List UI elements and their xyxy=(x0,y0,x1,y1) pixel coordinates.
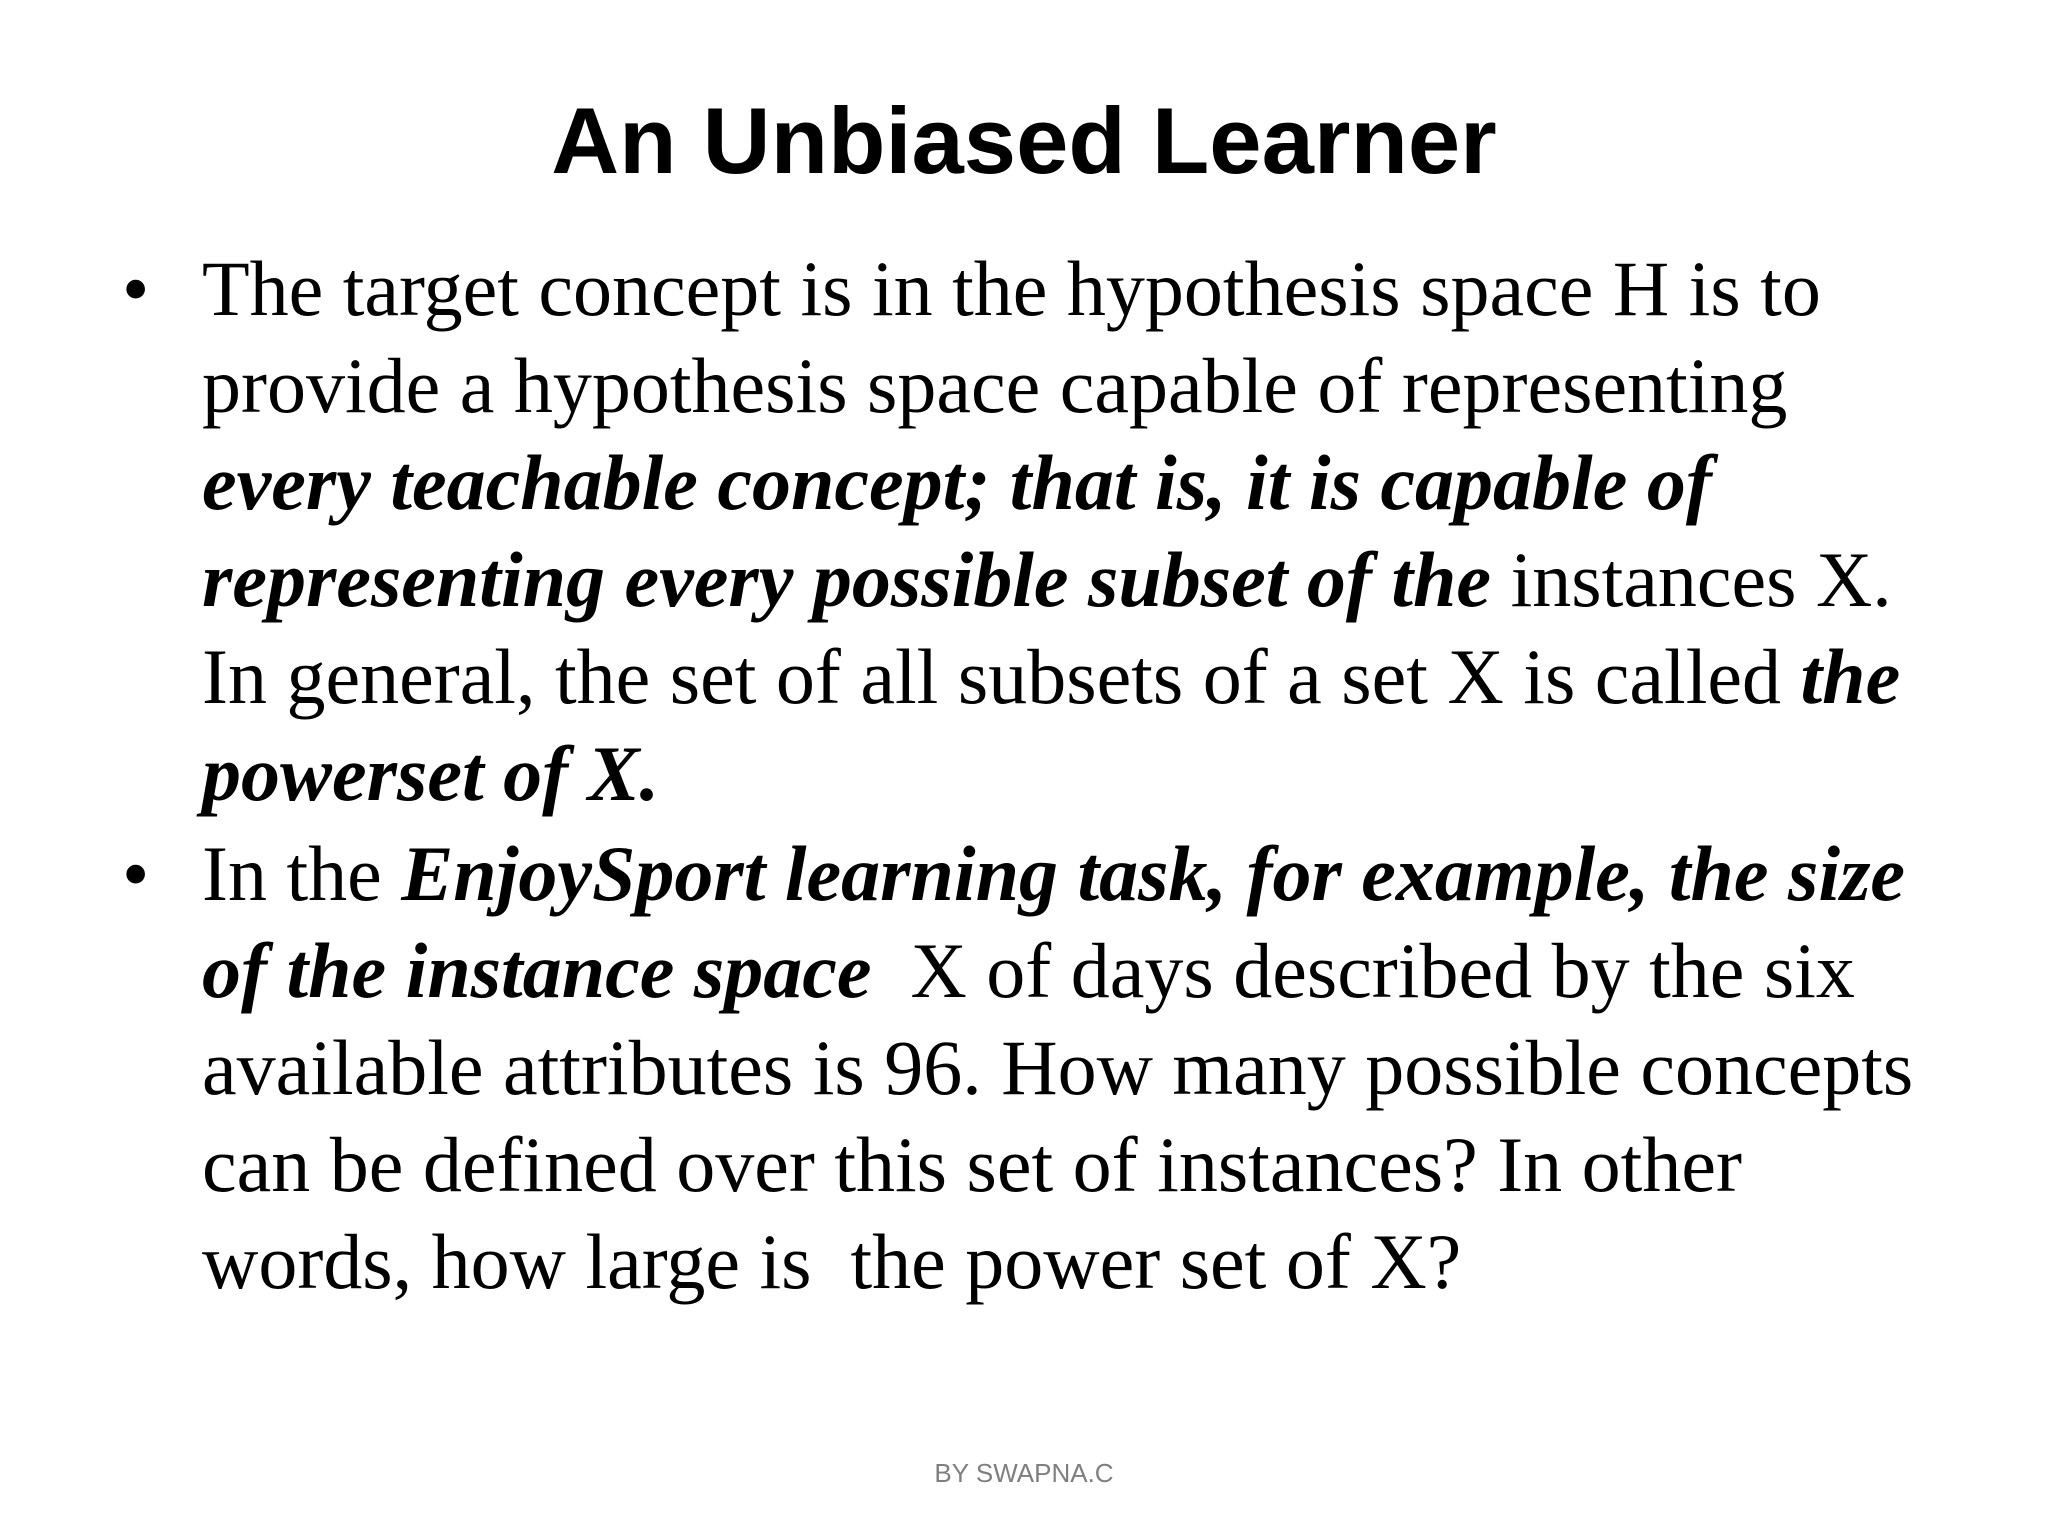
bullet-2-emphasis: EnjoySport learning task, for example, the size of the instance space xyxy=(202,830,1906,1014)
bullet-1-text: The target concept is in the hypothesis space H is to provide a hypothesis space capable of representing xyxy=(202,245,1821,429)
slide-footer: BY SWAPNA.C xyxy=(934,1458,1114,1488)
bullet-list xyxy=(122,240,1962,1313)
bullet-1-text-cont: instances X. In general, the set of all subsets of a set X is called xyxy=(202,536,1892,720)
slide-title: An Unbiased Learner xyxy=(551,88,1497,193)
bullet-icon: • xyxy=(122,245,150,332)
bullet-1-emphasis-end: the powerset of X. xyxy=(202,633,1901,817)
bullet-item-2 xyxy=(122,825,1962,1310)
bullet-2-text-cont: X of days described by the six available attributes is 96. How many possible concepts can be defined over this set of instances? In other words, how large is the power set of X? xyxy=(202,927,1933,1305)
bullet-2-text: In the xyxy=(202,830,402,917)
bullet-1-emphasis: every teachable concept; that is, it is capable of representing every possible subset of the xyxy=(202,439,1712,623)
bullet-item-1 xyxy=(122,240,1962,822)
bullet-icon: • xyxy=(122,830,150,917)
